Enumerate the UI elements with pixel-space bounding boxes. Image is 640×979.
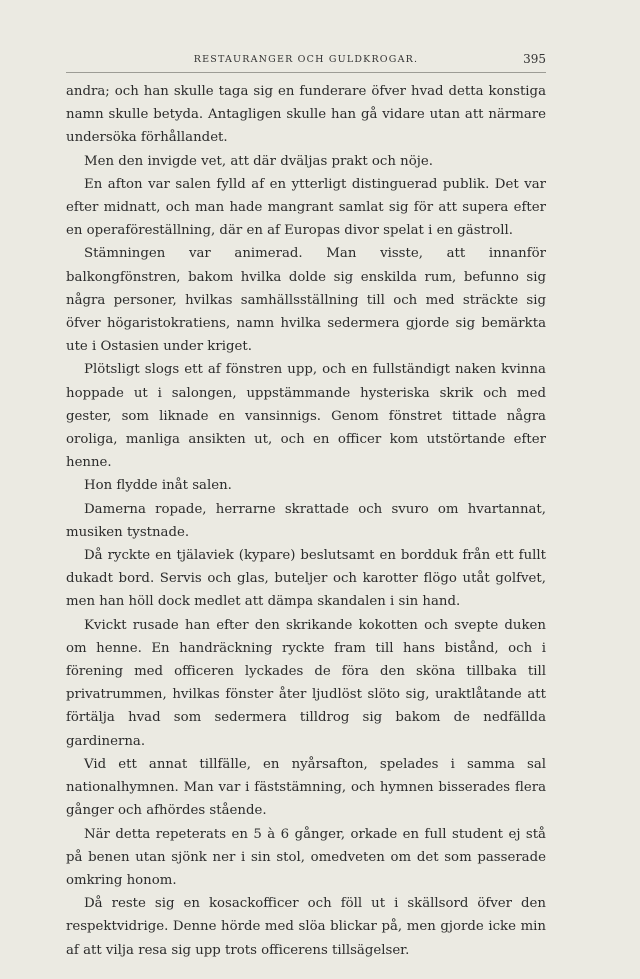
paragraph-6: Hon flydde inåt salen. [84,478,232,494]
paragraph-9: Kvickt rusade han efter den skrikande kokotten och svepte duken om henne. En handräckning ryckte fram till hans bistånd, och i förening med officeren lyckades de föra den sköna tillbaka till privatrummen, hvilkas fönster åter ljudlöst slöto sig, uraktlåtande att förtälja hvad som sedermera tilldrog sig bakom de nedfällda gardinerna. [66,617,546,749]
paragraph-10: Vid ett annat tillfälle, en nyårsafton, spelades i samma sal nationalhymnen. Man var i fäststämning, och hymnen bisserades flera gånger och afhördes stående. [66,756,546,819]
page-header [66,52,546,73]
body-text [66,80,546,962]
paragraph-7: Damerna ropade, herrarne skrattade och svuro om hvartannat, musiken tystnade. [66,501,546,540]
paragraph-1: andra; och han skulle taga sig en funderare öfver hvad detta konstiga namn skulle betyda. Antagligen skulle han gå vidare utan att närmare undersöka förhållandet. [66,84,546,146]
paragraph-12: Då reste sig en kosackofficer och föll ut i skällsord öfver den respektvidrige. Denne hörde med slöa blickar på, men gjorde icke min af att vilja resa sig upp trots officerens tillsägelser. [66,896,546,958]
paragraph-4: Stämningen var animerad. Man visste, att innanför balkongfönstren, bakom hvilka dolde sig enskilda rum, befunno sig några personer, hvilkas samhällsställning till och med sträckte sig öfver högaristokratiens, namn hvilka sedermera gjorde sig bemärkta ute i Ostasien under kriget. [66,246,546,355]
paragraph-11: När detta repeterats en 5 à 6 gånger, orkade en full student ej stå på benen utan sjönk ner i sin stol, omedveten om det som passerade omkring honom. [66,826,546,888]
paragraph-3: En afton var salen fylld af en ytterligt distinguerad publik. Det var efter midnatt, och man hade mangrant samlat sig för att supera efter en operaföreställning, där en af Europas divor spelat i en gästroll. [66,176,546,239]
page-number: 395 [523,52,546,66]
paragraph-2: Men den invigde vet, att där dväljas prakt och nöje. [84,153,433,169]
paragraph-5: Plötsligt slogs ett af fönstren upp, och en fullständigt naken kvinna hoppade ut i salongen, uppstämmande hysteriska skrik och med gester, som liknade en vansinnigs. Genom fönstret tittade några oroliga, manliga ansikten ut, och en officer kom utstörtande efter henne. [66,362,546,471]
paragraph-8: Då ryckte en tjälaviek (kypare) beslutsamt en bordduk från ett fullt dukadt bord. Servis och glas, buteljer och karotter flögo utåt golfvet, men han höll dock medlet att dämpa skandalen i sin hand. [66,548,546,610]
running-head: RESTAURANGER OCH GULDKROGAR. [193,54,419,65]
